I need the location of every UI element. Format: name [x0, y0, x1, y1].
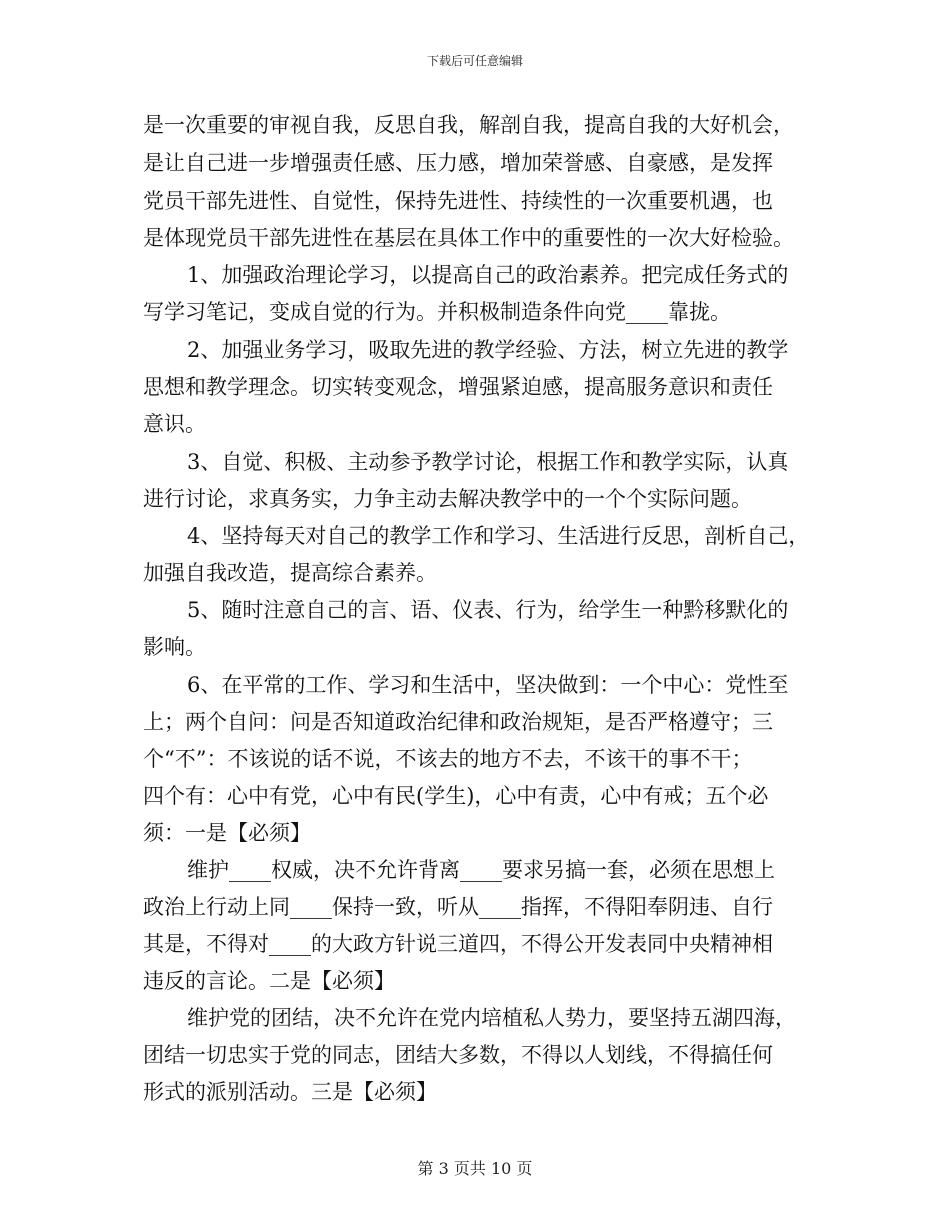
body-line: 形式的派别活动。三是【必须】: [143, 1080, 437, 1104]
body-line: 维护党的团结，决不允许在党内培植私人势力，要坚持五湖四海，: [187, 1006, 796, 1030]
body-line: 1、加强政治理论学习，以提高自己的政治素养。把完成任务式的: [187, 263, 789, 287]
body-line: 维护____权威，决不允许背离____要求另搞一套，必须在思想上: [187, 858, 775, 882]
body-line: 团结一切忠实于党的同志，团结大多数，不得以人划线，不得搞任何: [143, 1043, 773, 1067]
page-footer: 第 3 页共 10 页: [417, 1159, 533, 1178]
body-line: 是一次重要的审视自我，反思自我，解剖自我，提高自我的大好机会，: [143, 113, 794, 137]
body-line: 意识。: [143, 412, 206, 436]
page-header: 下载后可任意编辑: [426, 54, 523, 68]
body-line: 4、坚持每天对自己的教学工作和学习、生活进行反思，剖析自己，: [187, 524, 810, 548]
body-line: 违反的言论。二是【必须】: [143, 969, 395, 993]
body-line: 个“不”：不该说的话不说，不该去的地方不去，不该干的事不干；: [143, 747, 753, 771]
body-line: 写学习笔记，变成自觉的行为。并积极制造条件向党____靠拢。: [143, 300, 731, 324]
body-line: 是让自己进一步增强责任感、压力感，增加荣誉感、自豪感，是发挥: [143, 151, 773, 175]
body-line: 四个有：心中有党，心中有民(学生)，心中有责，心中有戒；五个必: [143, 784, 769, 808]
body-line: 上；两个自问：问是否知道政治纪律和政治规矩，是否严格遵守；三: [143, 710, 773, 734]
body-line: 3、自觉、积极、主动参予教学讨论，根据工作和教学实际，认真: [187, 450, 789, 474]
body-line: 6、在平常的工作、学习和生活中，坚决做到：一个中心：党性至: [187, 673, 789, 697]
body-line: 须：一是【必须】: [143, 821, 311, 845]
body-line: 加强自我改造，提高综合素养。: [143, 561, 437, 585]
body-line: 政治上行动上同____保持一致，听从____指挥，不得阳奉阴违、自行: [143, 895, 773, 919]
body-line: 进行讨论，求真务实，力争主动去解决教学中的一个个实际问题。: [143, 487, 752, 511]
body-line: 党员干部先进性、自觉性，保持先进性、持续性的一次重要机遇，也: [143, 189, 773, 213]
body-line: 2、加强业务学习，吸取先进的教学经验、方法，树立先进的教学: [187, 338, 789, 362]
body-line: 影响。: [143, 635, 206, 659]
body-line: 其是，不得对____的大政方针说三道四，不得公开发表同中央精神相: [143, 932, 773, 956]
body-line: 5、随时注意自己的言、语、仪表、行为，给学生一种黔移默化的: [187, 598, 789, 622]
body-line: 思想和教学理念。切实转变观念，增强紧迫感，提高服务意识和责任: [143, 375, 773, 399]
body-line: 是体现党员干部先进性在基层在具体工作中的重要性的一次大好检验。: [143, 226, 794, 250]
